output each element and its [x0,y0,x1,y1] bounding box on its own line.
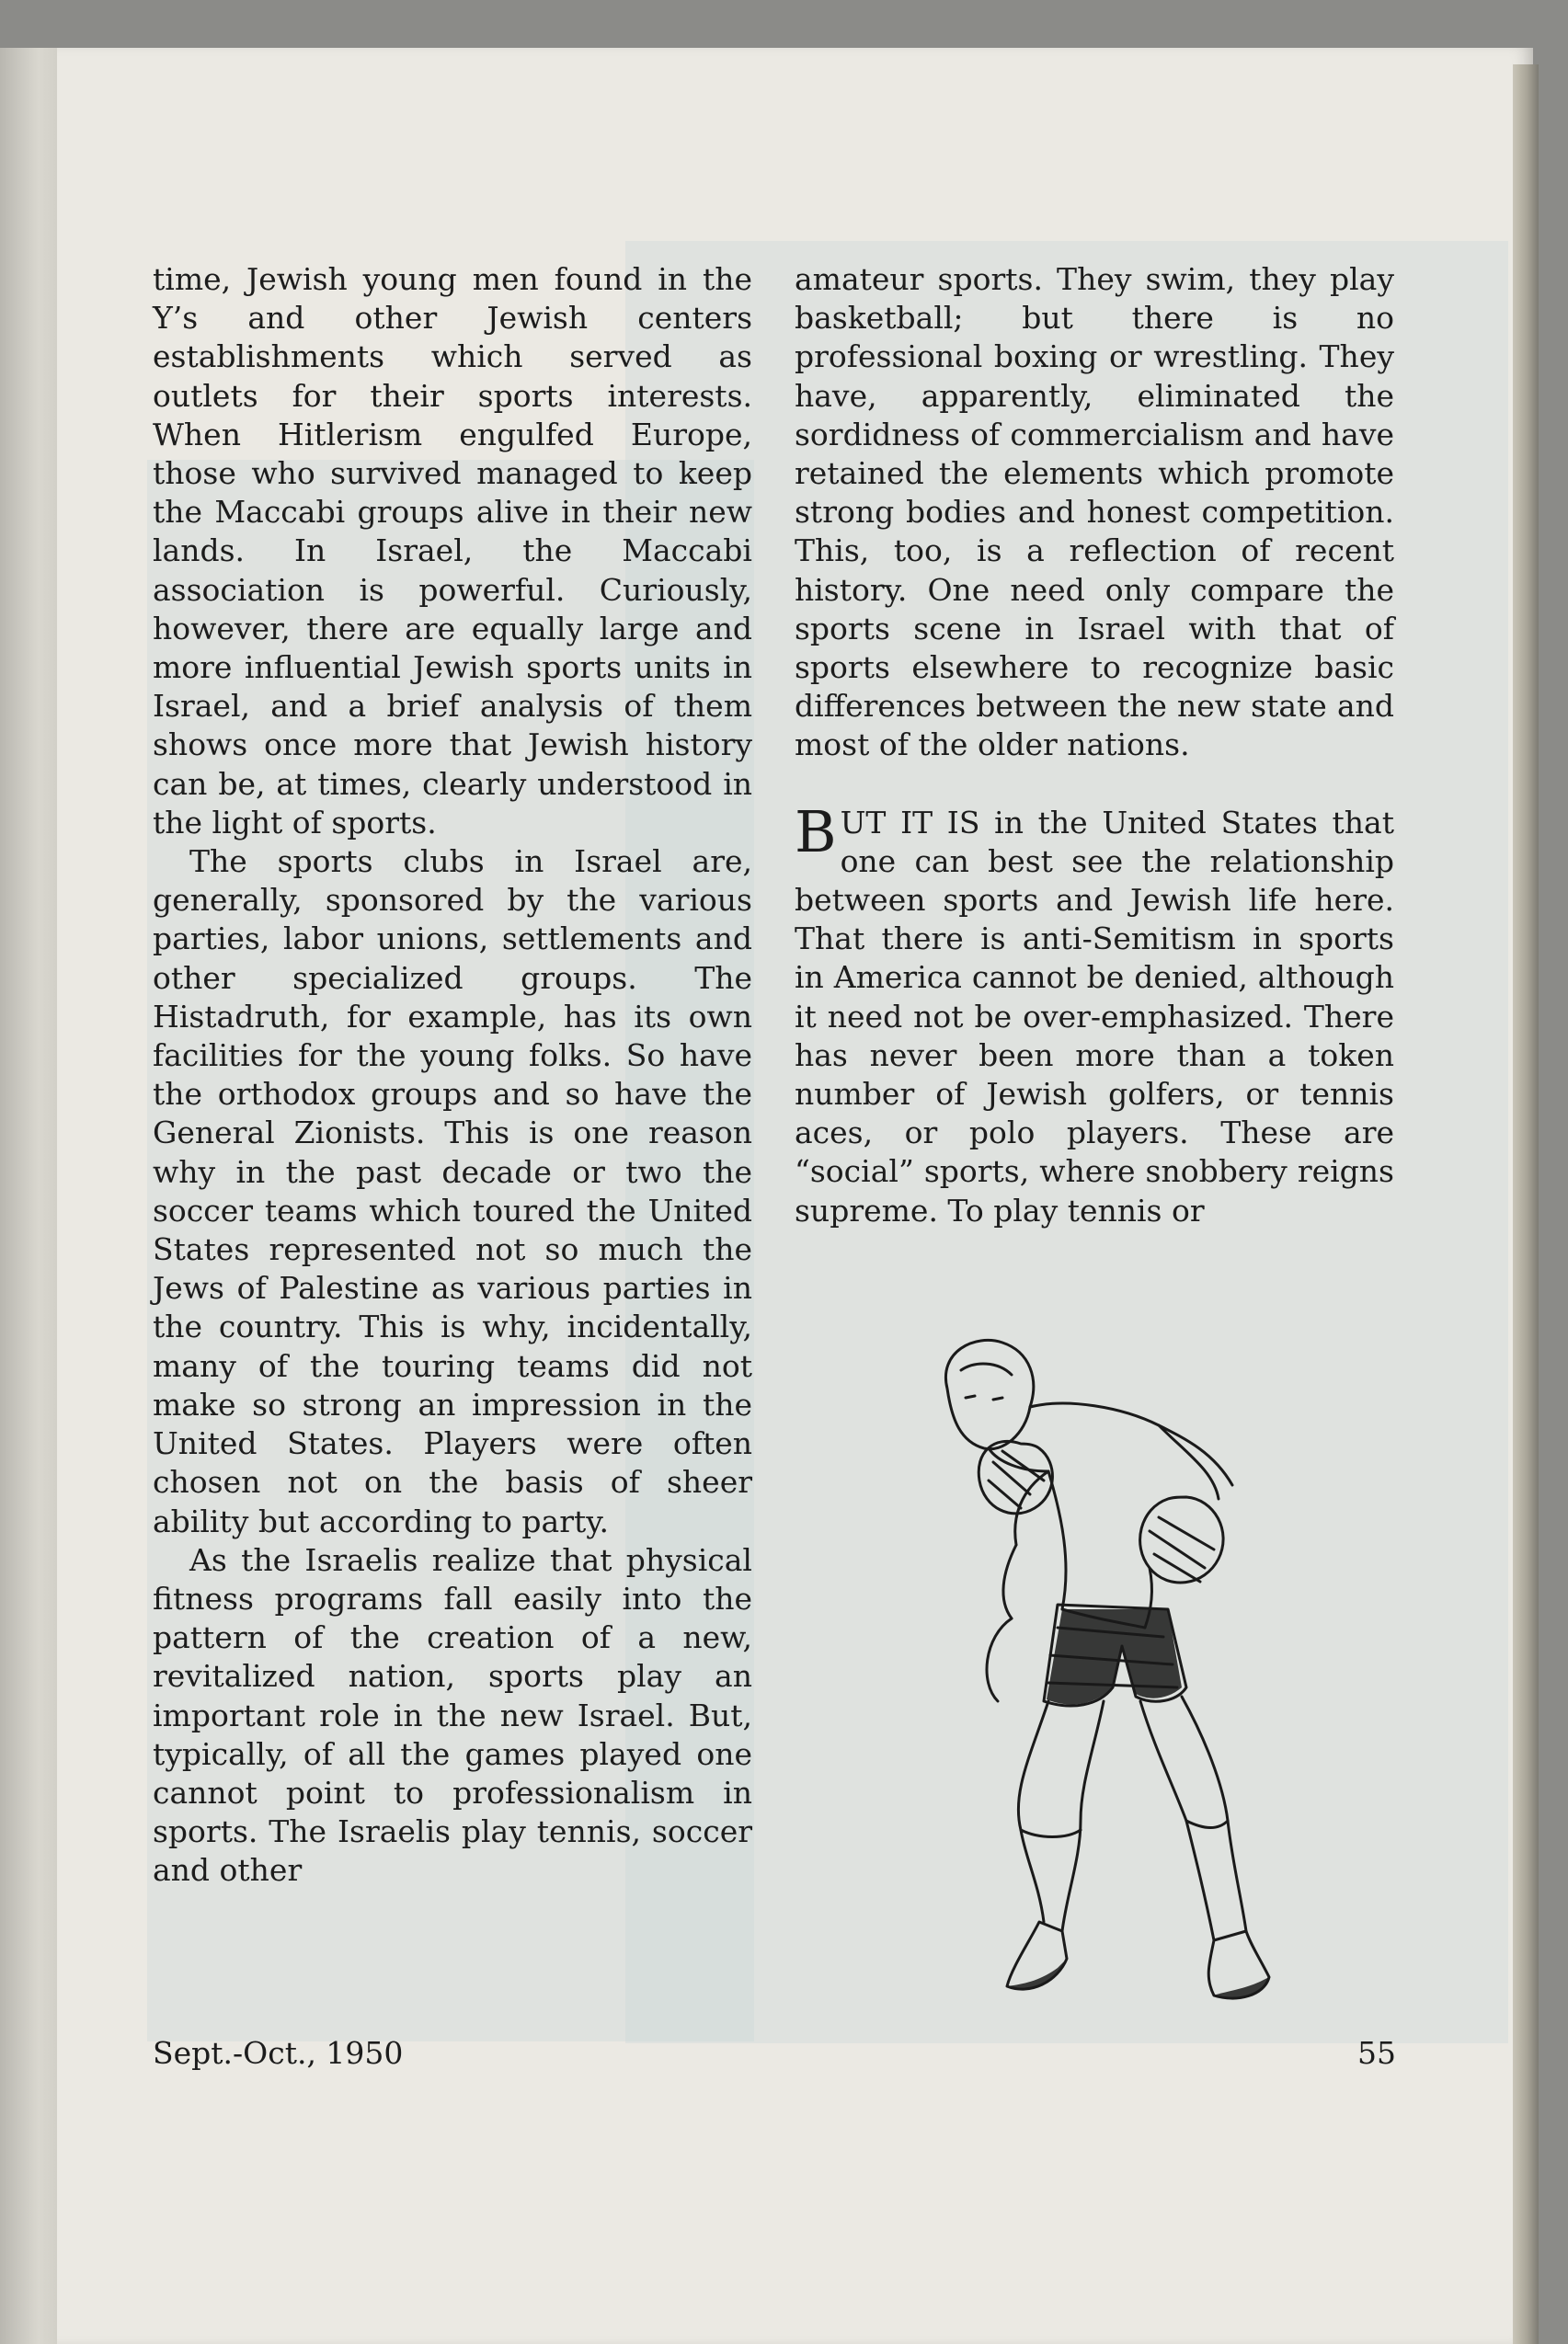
left-text-column [153,260,752,1891]
right-text-column [795,260,1394,1230]
facing-page-edge [0,48,64,2344]
page-edge-shadow [1513,64,1539,2344]
boxer-sketch-icon [910,1333,1306,2032]
section-break [795,765,1394,804]
paragraph: The sports clubs in Israel are, generally, sponsored by the various parties, labor unions, settlements and other specialized groups. The Histadruth, for example, has its own facilities for the young folks. So have the orthodox groups and so have the General Zionists. This is one reason why in the past decade or two the soccer teams which toured the United States represented not so much the Jews of Palestine as various parties in the country. This is why, incidentally, many of the touring teams did not make so strong an impression in the United States. Players were often chosen not on the basis of sheer ability but according to party. [153,843,752,1539]
paragraph: As the Israelis realize that physical fitness programs fall easily into the pattern of the creation of a new, revitalized nation, sports play an important role in the new Israel. But, typically, of all the games played one cannot point to professionalism in sports. The Israelis play tennis, soccer and other [153,1541,752,1889]
paragraph: amateur sports. They swim, they play basketball; but there is no professional boxing or wrestling. They have, apparently, eliminated the sordidness of commercialism and have retained the elements which promote strong bodies and honest competition. This, too, is a reflection of recent history. One need only compare the sports scene in Israel with that of sports elsewhere to recognize basic differences between the new state and most of the older nations. [795,261,1394,763]
page-number: 55 [1357,2035,1396,2071]
paragraph-with-drop-cap: BUT IT IS in the United States that one can best see the relationship between sports and Jewish life here. That there is anti-Semitism in sports in America cannot be denied, although it need not be over-emphasized. There has never been more than a token number of Jewish golfers, or tennis aces, or polo players. These are “social” sports, where snobbery reigns supreme. To play tennis or [795,797,1394,1229]
issue-date: Sept.-Oct., 1950 [153,2035,404,2071]
paragraph: time, Jewish young men found in the Y’s and other Jewish centers establishments which served as outlets for their sports interests. When Hitlerism engulfed Europe, those who survived managed to keep the Maccabi groups alive in their new lands. In Israel, the Maccabi association is powerful. Curiously, however, there are equally large and more influential Jewish sports units in Israel, and a brief analysis of them shows once more that Jewish history can be, at times, clearly understood in the light of sports. [153,261,752,840]
